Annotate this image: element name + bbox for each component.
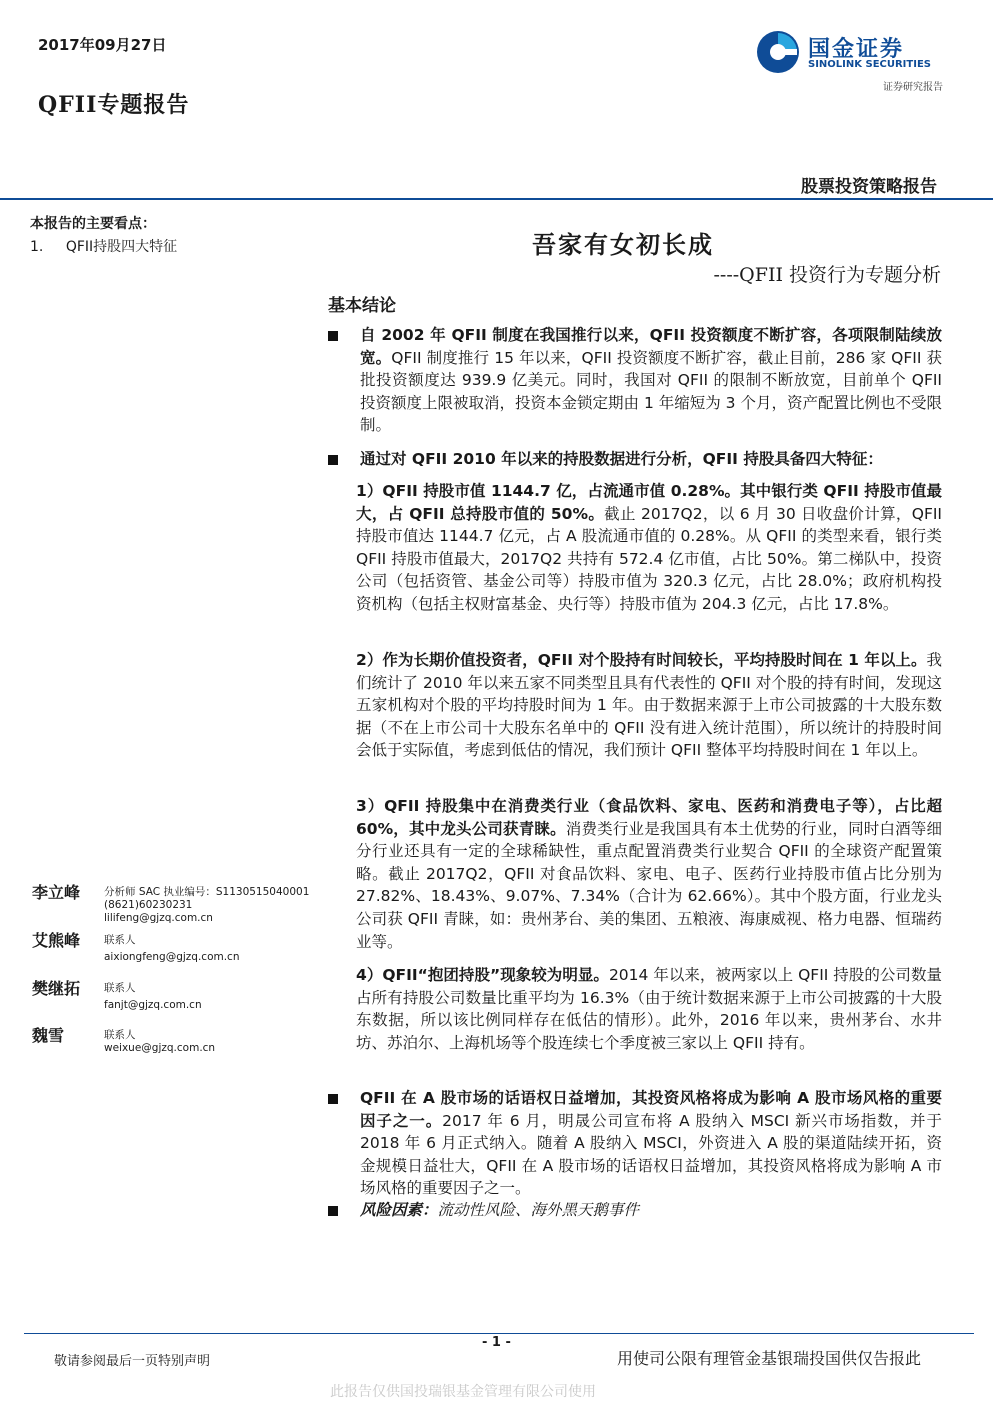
sidebar-item xyxy=(30,236,177,256)
risk-paragraph xyxy=(360,1199,942,1222)
logo-mark-icon xyxy=(756,30,800,74)
analyst-email: lilifeng@gjzq.com.cn xyxy=(104,912,213,924)
analyst-role: 联系人 xyxy=(104,1029,136,1041)
sub-title: ----QFII 投资行为专题分析 xyxy=(713,264,941,286)
page-number: - 1 - xyxy=(482,1335,511,1350)
analyst-contact xyxy=(104,934,240,964)
bullet-paragraph xyxy=(360,1087,942,1200)
sidebar-title: 本报告的主要看点： xyxy=(30,216,156,232)
feature-bold-lead: 1）QFII 持股市值 1144.7 亿，占流通市值 0.28%。其中银行类 QFII 持股市值最大，占 QFII 总持股市值的 50%。 xyxy=(356,482,942,523)
feature-text: 2014 年以来，被两家以上 QFII 持股的公司数量占所有持股公司数量比重平均为 16.3%（由于统计数据来源于上市公司披露的十大股东数据，所以该比例同样存在低估的情形）。此外，2016 年以来，贵州茅台、水井坊、苏泊尔、上海机场等个股连续七个季度被三家以上 QFII 持有。 xyxy=(356,966,942,1052)
bullet-bold-lead: 自 2002 年 QFII 制度在我国推行以来，QFII 投资额度不断扩容，各项限制陆续放宽。 xyxy=(360,326,942,367)
feature-paragraph xyxy=(356,964,942,1054)
bullet-bold-lead: 通过对 QFII 2010 年以来的持股数据进行分析，QFII 持股具备四大特征： xyxy=(360,450,883,468)
main-title: 吾家有女初长成 xyxy=(532,230,714,259)
analyst-email: weixue@gjzq.com.cn xyxy=(104,1042,216,1054)
report-date: 2017年09月27日 xyxy=(38,36,167,54)
company-logo xyxy=(756,30,946,76)
header-divider xyxy=(0,198,993,200)
feature-bold-lead: 2）作为长期价值投资者，QFII 对个股持有时间较长，平均持股时间在 1 年以上。 xyxy=(356,651,927,669)
analyst-sac-id: 分析师 SAC 执业编号：S1130515040001 xyxy=(104,886,310,898)
bullet-text: QFII 制度推行 15 年以来，QFII 投资额度不断扩容，截止目前，286 家 QFII 获批投资额度达 939.9 亿美元。同时，我国对 QFII 的限制不断放宽，目前单个 QFII 投资额度上限被取消，投资本金锁定期由 1 年缩短为 3 个月，资产配置比例也不受限制。 xyxy=(360,348,942,435)
feature-bold-lead: 4）QFII“抱团持股”现象较为明显。 xyxy=(356,966,609,984)
watermark: 此报告仅供国投瑞银基金管理有限公司使用 xyxy=(330,1384,596,1400)
risk-label: 风险因素： xyxy=(360,1201,438,1219)
feature-text: 我们统计了 2010 年以来五家不同类型且具有代表性的 QFII 对个股的持有时间，发现这五家机构对个股的平均持股时间为 1 年。由于数据来源于上市公司披露的十大股东数据（不在上市公司十大股东名单中的 QFII 没有进入统计范围），所以统计的持股时间会低于实际值，考虑到低估的情况，我们预计 QFII 整体平均持股时间在 1 年以上。 xyxy=(356,651,942,760)
feature-paragraph xyxy=(356,795,942,953)
bullet-square-icon xyxy=(328,1094,338,1104)
analyst-name: 魏雪 xyxy=(32,1026,65,1045)
sidebar-item-num: 1. xyxy=(30,239,44,255)
bullet-paragraph xyxy=(360,448,942,471)
feature-text: 消费类行业是我国具有本土优势的行业，同时白酒等细分行业还具有一定的全球稀缺性，重点配置消费类行业契合 QFII 的全球资产配置策略。截止 2017Q2，QFII 对食品饮料、家电、电子、医药行业持股市值占比分别为 27.82%、18.43%、9.07%、7.34%（合计为 62.66%）。其中个股方面，行业龙头公司获 QFII 青睐，如：贵州茅台、美的集团、五粮液、海康威视、格力电器、恒瑞药业等。 xyxy=(356,819,942,951)
section-heading: 基本结论 xyxy=(328,296,396,316)
bullet-square-icon xyxy=(328,331,338,341)
logo-name-cn: 国金证券 xyxy=(808,37,905,62)
report-type: QFII专题报告 xyxy=(38,92,190,118)
analyst-name: 李立峰 xyxy=(32,883,81,902)
analyst-contact xyxy=(104,1029,215,1055)
feature-text: 截止 2017Q2，以 6 月 30 日收盘价计算，QFII 持股市值达 1144.7 亿元，占 A 股流通市值的 0.28%。从 QFII 的类型来看，银行类 QFII 持股市值最大，2017Q2 共持有 572.4 亿市值，占比 50%。第二梯队中，投资公司（包括资管、基金公司等）持股市值为 320.3 亿元，占比 28.0%；政府机构投资机构（包括主权财富基金、央行等）持股市值为 204.3 亿元，占比 17.8%。 xyxy=(356,504,942,613)
department-label: 证券研究报告 xyxy=(883,82,943,93)
analyst-email: fanjt@gjzq.com.cn xyxy=(104,999,202,1011)
disclaimer-note: 敬请参阅最后一页特别声明 xyxy=(54,1354,211,1369)
logo-name-en: SINOLINK SECURITIES xyxy=(808,59,931,70)
risk-text: 流动性风险、海外黑天鹅事件 xyxy=(437,1201,640,1219)
feature-paragraph xyxy=(356,480,942,616)
bullet-bold-lead: QFII 在 A 股市场的话语权日益增加，其投资风格将成为影响 A 股市场风格的重要因子之一。 xyxy=(360,1089,942,1130)
sidebar-item-label: QFII持股四大特征 xyxy=(65,239,178,255)
footer-divider xyxy=(24,1333,974,1334)
analyst-name: 樊继拓 xyxy=(32,979,81,998)
analyst-contact xyxy=(104,982,202,1012)
analyst-email: aixiongfeng@gjzq.com.cn xyxy=(104,951,240,963)
bullet-square-icon xyxy=(328,1206,338,1216)
analyst-role: 联系人 xyxy=(104,982,136,994)
usage-note: 用使司公限有理管金基银瑞投国供仅告报此 xyxy=(617,1349,922,1368)
analyst-contact xyxy=(104,886,309,925)
bullet-square-icon xyxy=(328,455,338,465)
report-category: 股票投资策略报告 xyxy=(801,177,937,197)
feature-paragraph xyxy=(356,649,942,762)
bullet-paragraph xyxy=(360,324,942,437)
feature-bold-lead: 3）QFII 持股集中在消费类行业（食品饮料、家电、医药和消费电子等），占比超 60%，其中龙头公司获青睐。 xyxy=(356,797,942,838)
bullet-text: 2017 年 6 月，明晟公司宣布将 A 股纳入 MSCI 新兴市场指数，并于 2018 年 6 月正式纳入。随着 A 股纳入 MSCI，外资进入 A 股的渠道陆续开拓，资金规模日益壮大，QFII 在 A 股市场的话语权日益增加，其投资风格将成为影响 A 市场风格的重要因子之一。 xyxy=(360,1111,942,1198)
analyst-role: 联系人 xyxy=(104,934,136,946)
analyst-phone: (8621)60230231 xyxy=(104,899,193,911)
analyst-name: 艾熊峰 xyxy=(32,931,81,950)
